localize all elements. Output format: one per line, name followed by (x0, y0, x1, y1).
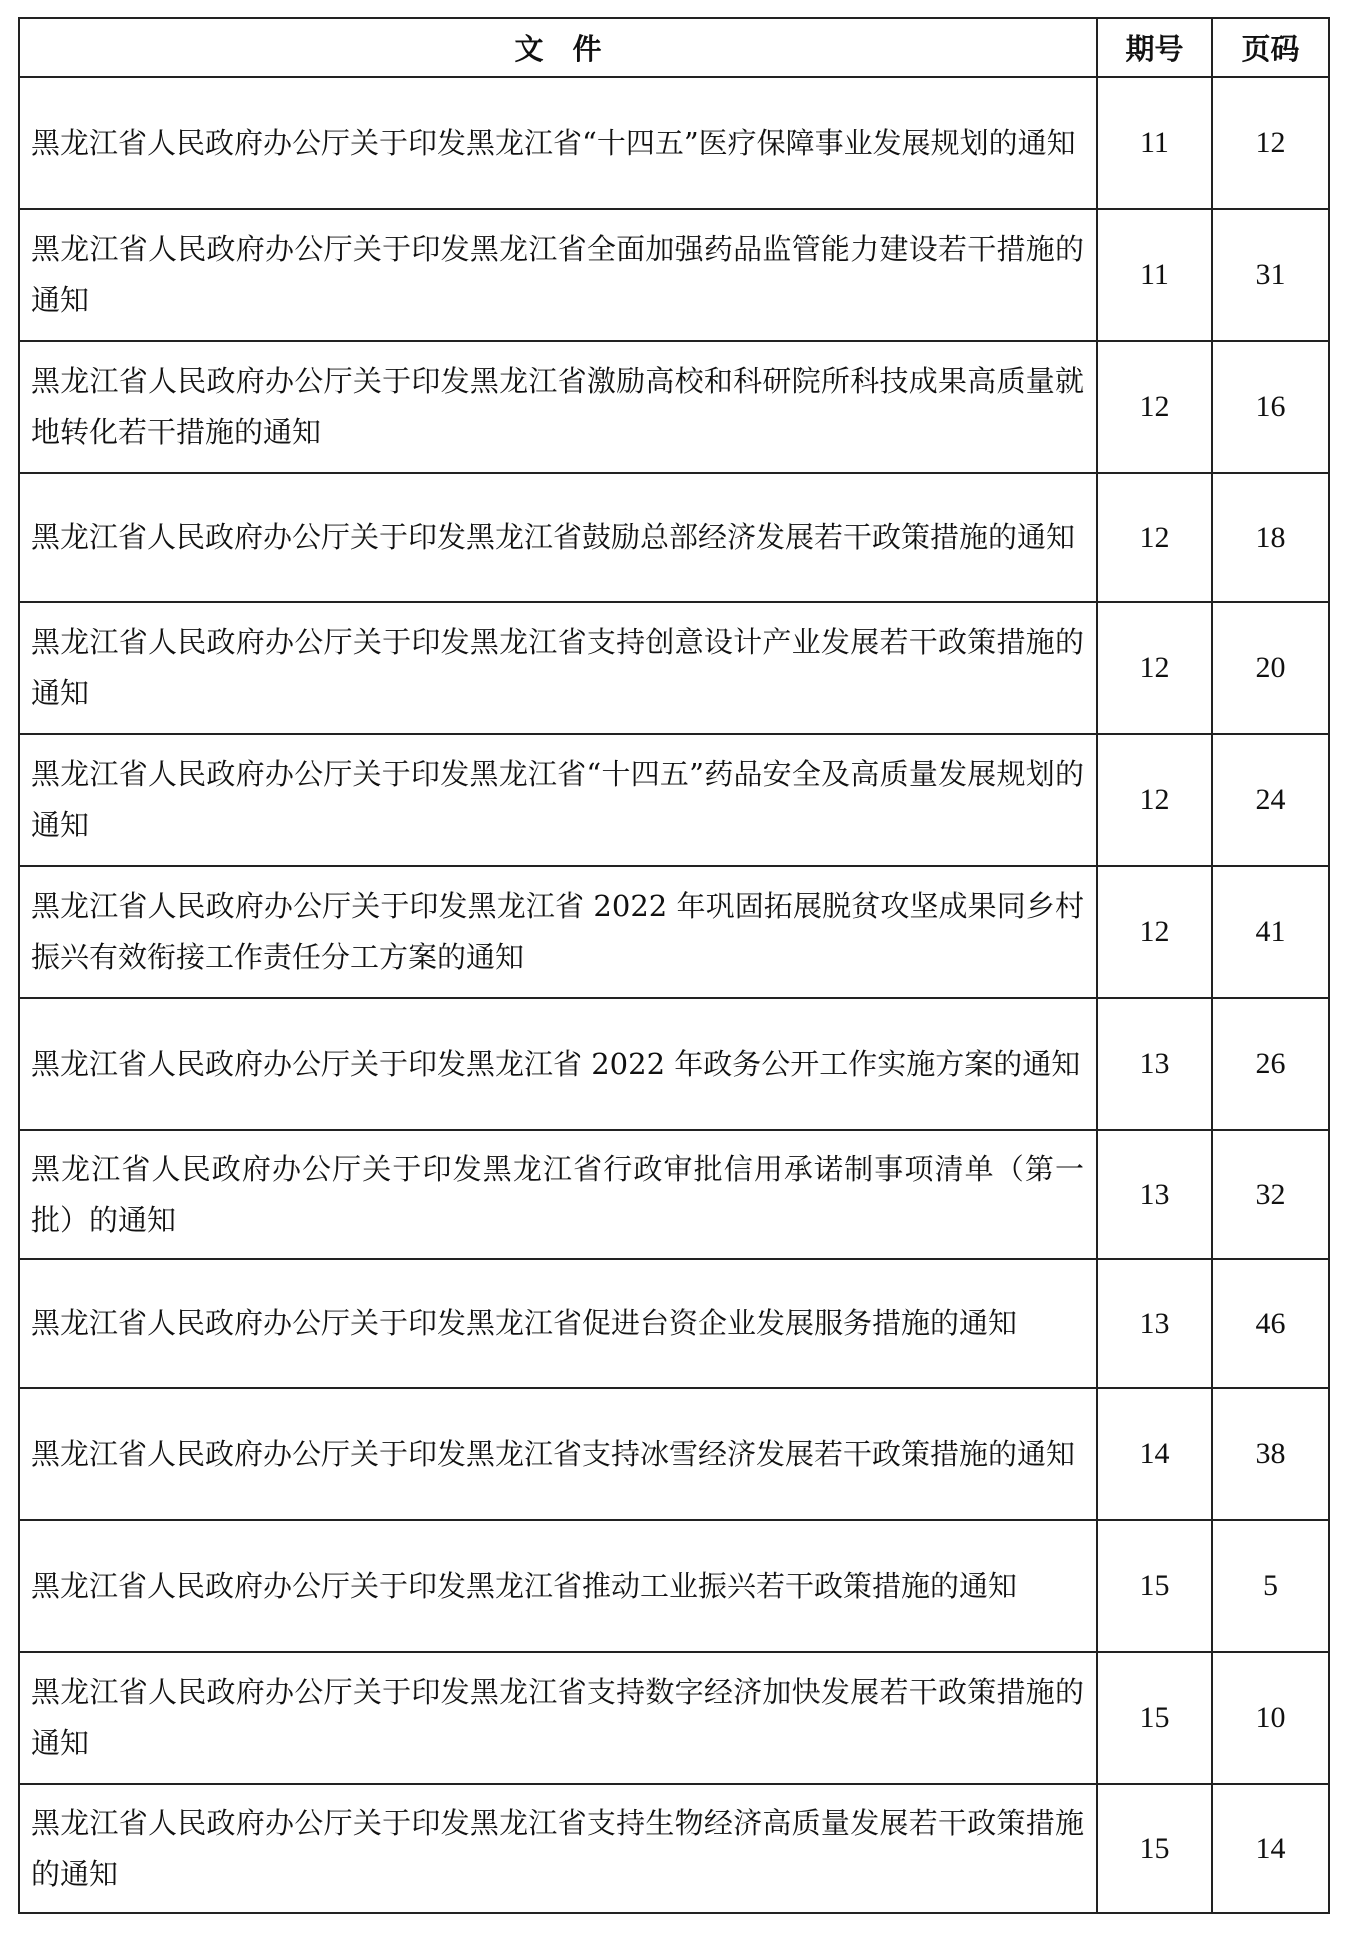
table-header-row (19, 18, 1329, 77)
page-number: 46 (1212, 1259, 1329, 1388)
issue-number: 15 (1097, 1784, 1212, 1913)
table-row (19, 866, 1329, 998)
document-title: 黑龙江省人民政府办公厅关于印发黑龙江省“十四五”药品安全及高质量发展规划的通知 (19, 734, 1097, 866)
page-number: 12 (1212, 77, 1329, 209)
issue-number: 12 (1097, 734, 1212, 866)
table-row (19, 341, 1329, 473)
document-title: 黑龙江省人民政府办公厅关于印发黑龙江省 2022 年巩固拓展脱贫攻坚成果同乡村振兴有效衔接工作责任分工方案的通知 (19, 866, 1097, 998)
page-number: 18 (1212, 473, 1329, 602)
table-row (19, 1784, 1329, 1913)
table-row (19, 998, 1329, 1130)
issue-number: 13 (1097, 998, 1212, 1130)
page-number: 31 (1212, 209, 1329, 341)
issue-number: 15 (1097, 1652, 1212, 1784)
issue-number: 12 (1097, 602, 1212, 734)
issue-number: 15 (1097, 1520, 1212, 1652)
document-title: 黑龙江省人民政府办公厅关于印发黑龙江省全面加强药品监管能力建设若干措施的通知 (19, 209, 1097, 341)
document-title: 黑龙江省人民政府办公厅关于印发黑龙江省支持创意设计产业发展若干政策措施的通知 (19, 602, 1097, 734)
page-number: 16 (1212, 341, 1329, 473)
table-row (19, 1259, 1329, 1388)
document-title: 黑龙江省人民政府办公厅关于印发黑龙江省支持数字经济加快发展若干政策措施的通知 (19, 1652, 1097, 1784)
table-row (19, 209, 1329, 341)
table-row (19, 77, 1329, 209)
table-row (19, 473, 1329, 602)
header-document: 文 件 (19, 18, 1097, 77)
document-title: 黑龙江省人民政府办公厅关于印发黑龙江省支持生物经济高质量发展若干政策措施的通知 (19, 1784, 1097, 1913)
page-number: 14 (1212, 1784, 1329, 1913)
document-index-table (18, 17, 1330, 1914)
document-title: 黑龙江省人民政府办公厅关于印发黑龙江省“十四五”医疗保障事业发展规划的通知 (19, 77, 1097, 209)
table-row (19, 1652, 1329, 1784)
page-number: 32 (1212, 1130, 1329, 1259)
issue-number: 11 (1097, 209, 1212, 341)
page-number: 38 (1212, 1388, 1329, 1520)
issue-number: 13 (1097, 1130, 1212, 1259)
document-title: 黑龙江省人民政府办公厅关于印发黑龙江省鼓励总部经济发展若干政策措施的通知 (19, 473, 1097, 602)
document-title: 黑龙江省人民政府办公厅关于印发黑龙江省 2022 年政务公开工作实施方案的通知 (19, 998, 1097, 1130)
header-page: 页码 (1212, 18, 1329, 77)
document-title: 黑龙江省人民政府办公厅关于印发黑龙江省激励高校和科研院所科技成果高质量就地转化若干措施的通知 (19, 341, 1097, 473)
document-title: 黑龙江省人民政府办公厅关于印发黑龙江省行政审批信用承诺制事项清单（第一批）的通知 (19, 1130, 1097, 1259)
issue-number: 11 (1097, 77, 1212, 209)
issue-number: 13 (1097, 1259, 1212, 1388)
page-number: 20 (1212, 602, 1329, 734)
table-row (19, 734, 1329, 866)
issue-number: 12 (1097, 473, 1212, 602)
issue-number: 12 (1097, 341, 1212, 473)
page-number: 41 (1212, 866, 1329, 998)
issue-number: 12 (1097, 866, 1212, 998)
header-issue: 期号 (1097, 18, 1212, 77)
table-row (19, 1520, 1329, 1652)
issue-number: 14 (1097, 1388, 1212, 1520)
page-number: 5 (1212, 1520, 1329, 1652)
document-title: 黑龙江省人民政府办公厅关于印发黑龙江省促进台资企业发展服务措施的通知 (19, 1259, 1097, 1388)
page-number: 10 (1212, 1652, 1329, 1784)
page-number: 26 (1212, 998, 1329, 1130)
document-title: 黑龙江省人民政府办公厅关于印发黑龙江省推动工业振兴若干政策措施的通知 (19, 1520, 1097, 1652)
document-title: 黑龙江省人民政府办公厅关于印发黑龙江省支持冰雪经济发展若干政策措施的通知 (19, 1388, 1097, 1520)
table-row (19, 1388, 1329, 1520)
page-number: 24 (1212, 734, 1329, 866)
table-row (19, 1130, 1329, 1259)
table-row (19, 602, 1329, 734)
